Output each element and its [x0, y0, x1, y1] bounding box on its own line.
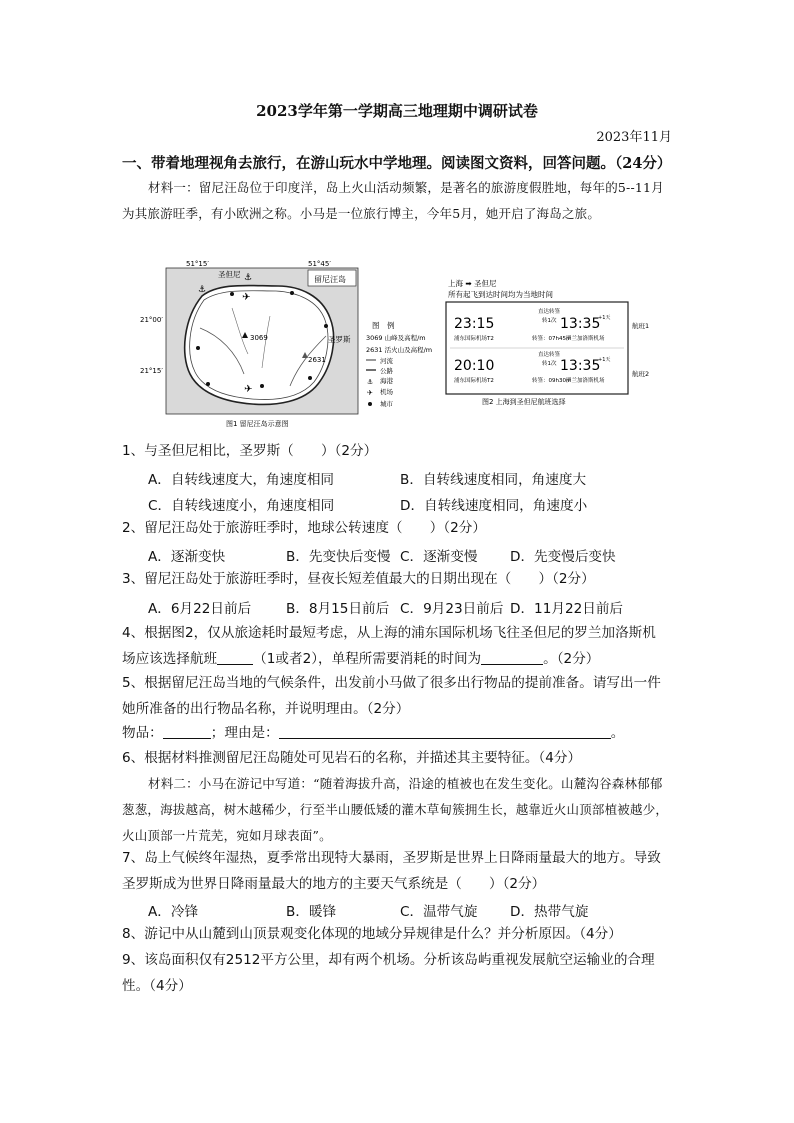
flight1-origin: 浦东国际机场T2 — [454, 336, 494, 342]
lat-label-2: 21°15′ — [140, 367, 163, 375]
flight2-plus-day: +1天 — [598, 357, 611, 363]
legend-airport-icon: ✈ — [367, 389, 373, 397]
question-4-line-1: 4、根据图2，仅从旅途耗时最短考虑，从上海的浦东国际机场飞往圣但尼的罗兰加洛斯机 — [122, 625, 656, 641]
q1-option-a: A．自转线速度大，角速度相同 — [148, 472, 335, 488]
q7-option-a: A．冷锋 — [148, 904, 199, 920]
flight1-arrival: 13:35 — [560, 316, 601, 332]
flight1-departure: 23:15 — [454, 316, 495, 332]
airport-icon-south: ✈ — [244, 384, 253, 395]
q7-option-c: C．温带气旋 — [400, 904, 478, 920]
q3-option-b: B．8月15日前后 — [286, 601, 390, 617]
q5-reason-blank[interactable] — [279, 723, 611, 739]
flight-table-figure — [442, 278, 682, 408]
question-5-answer — [122, 720, 674, 746]
question-8: 8、游记中从山麓到山顶景观变化体现的地域分异规律是什么？并分析原因。（4分） — [122, 926, 622, 942]
legend-title: 图 例 — [372, 321, 395, 330]
flight2-stop-top: 直达转签 — [538, 352, 561, 358]
airport-icon-north: ✈ — [242, 292, 251, 303]
legend-river: 河流 — [380, 357, 393, 365]
q7-option-b: B．暖锋 — [286, 904, 337, 920]
map-title: 留尼汪岛 — [314, 275, 346, 284]
q3-option-c: C．9月23日前后 — [400, 601, 504, 617]
question-2: 2、留尼汪岛处于旅游旺季时，地球公转速度（ ）（2分） — [122, 520, 486, 536]
question-1: 1、与圣但尼相比，圣罗斯（ ）（2分） — [122, 443, 378, 459]
figure1-caption: 图1 留尼汪岛示意图 — [226, 420, 289, 428]
flight2-arrival: 13:35 — [560, 358, 601, 374]
time-note: 所有起飞到达时间均为当地时间 — [448, 290, 553, 299]
legend-city: 城市 — [380, 400, 393, 408]
q2-option-a: A．逐渐变快 — [148, 549, 226, 565]
q2-option-d: D．先变慢后变快 — [510, 549, 616, 565]
flight1-transfer: 转签：07h45m — [532, 336, 572, 342]
flight1-stops: 转1次 — [542, 318, 557, 324]
page-title: 2023学年第一学期高三地理期中调研试卷 — [256, 102, 538, 120]
legend-road: 公路 — [380, 367, 393, 375]
q3-option-d: D．11月22日前后 — [510, 601, 624, 617]
harbor-icon-2: ⚓ — [244, 273, 253, 283]
q5-item-label: 物品： — [122, 725, 163, 741]
flight2-destination: 罗兰加洛斯机场 — [566, 378, 605, 384]
city-saint-denis-label: 圣但尼 — [218, 270, 241, 279]
island-outline — [185, 285, 334, 404]
lon-label-1: 51°15′ — [186, 260, 209, 268]
route-text: 上海 ➡ 圣但尼 — [448, 279, 497, 288]
legend-harbor-icon: ⚓ — [367, 378, 374, 386]
question-5: 5、根据留尼汪岛当地的气候条件，出发前小马做了很多出行物品的提前准备。请写出一件她所准备的出行物品名称，并说明理由。（2分） — [122, 675, 661, 717]
lon-label-2: 51°45′ — [308, 260, 331, 268]
flight1-plus-day: +1天 — [598, 315, 611, 321]
flight2-origin: 浦东国际机场T2 — [454, 378, 494, 384]
flight1-label: 航班1 — [632, 322, 650, 330]
flight2-label: 航班2 — [632, 370, 650, 378]
material-one: 材料一：留尼汪岛位于印度洋，岛上火山活动频繁，是著名的旅游度假胜地，每年的5--11月为其旅游旺季，有小欧洲之称。小马是一位旅行博主，今年5月，她开启了海岛之旅。 — [122, 180, 664, 221]
legend-airport: 机场 — [380, 388, 393, 396]
q4-blank-time[interactable] — [481, 649, 543, 665]
lat-label-1: 21°00′ — [140, 316, 163, 324]
question-4 — [122, 620, 674, 672]
q4-text-c: 。（2分） — [543, 651, 600, 667]
island-map-figure — [140, 256, 440, 431]
q5-item-blank[interactable] — [163, 723, 211, 739]
city-saint-rose-label: 圣罗斯 — [328, 335, 351, 344]
flight2-transfer: 转签：09h30m — [532, 378, 572, 384]
question-9: 9、该岛面积仅有2512平方公里，却有两个机场。分析该岛屿重视发展航空运输业的合理性。（4分） — [122, 952, 655, 994]
q4-text-a: 场应该选择航班 — [122, 651, 218, 667]
q4-text-b: （1或者2），单程所需要消耗的时间为 — [253, 651, 482, 667]
legend-volcano: 2631 活火山及高程/m — [366, 346, 433, 354]
flight2-departure: 20:10 — [454, 358, 495, 374]
question-7: 7、岛上气候终年湿热，夏季常出现特大暴雨，圣罗斯是世界上日降雨量最大的地方。导致圣罗斯成为世界日降雨量最大的地方的主要天气系统是（ ）（2分） — [122, 850, 661, 892]
exam-date: 2023年11月 — [596, 130, 672, 145]
q1-option-d: D．自转线速度相同，角速度小 — [400, 498, 588, 514]
q3-option-a: A．6月22日前后 — [148, 601, 252, 617]
q4-blank-flight[interactable] — [217, 649, 253, 665]
question-4-line-2 — [122, 646, 674, 672]
question-3: 3、留尼汪岛处于旅游旺季时，昼夜长短差值最大的日期出现在（ ）（2分） — [122, 571, 595, 587]
q2-option-c: C．逐渐变慢 — [400, 549, 478, 565]
legend-harbor: 海港 — [380, 377, 393, 385]
q5-reason-label: ；理由是： — [210, 725, 279, 741]
flight2-stops: 转1次 — [542, 361, 557, 367]
q7-option-d: D．热带气旋 — [510, 904, 589, 920]
q1-option-b: B．自转线速度相同，角速度大 — [400, 472, 587, 488]
harbor-icon: ⚓ — [198, 285, 207, 295]
q2-option-b: B．先变快后变慢 — [286, 549, 391, 565]
peak-2-label: 2631 — [308, 356, 326, 364]
question-6: 6、根据材料推测留尼汪岛随处可见岩石的名称，并描述其主要特征。（4分） — [122, 750, 582, 766]
section-heading: 一、带着地理视角去旅行，在游山玩水中学地理。阅读图文资料，回答问题。（24分） — [122, 155, 672, 172]
q5-end: 。 — [610, 725, 625, 741]
material-two: 材料二：小马在游记中写道：“随着海拔升高，沿途的植被也在发生变化。山麓沟谷森林郁郁葱葱，海拔越高，树木越稀少，行至半山腰低矮的灌木草甸簇拥生长，越靠近火山顶部植被越少，火山顶部一片荒芜，宛如月球表面”。 — [122, 776, 669, 843]
flight1-stop-top: 直达转签 — [538, 309, 561, 315]
legend-city-icon — [368, 402, 372, 406]
legend-peak: 3069 山峰及高程/m — [366, 334, 426, 342]
figure2-caption: 图2 上海到圣但尼航班选择 — [482, 398, 566, 406]
q1-option-c: C．自转线速度小，角速度相同 — [148, 498, 335, 514]
peak-1-label: 3069 — [250, 334, 268, 342]
flight1-destination: 罗兰加洛斯机场 — [566, 336, 605, 342]
